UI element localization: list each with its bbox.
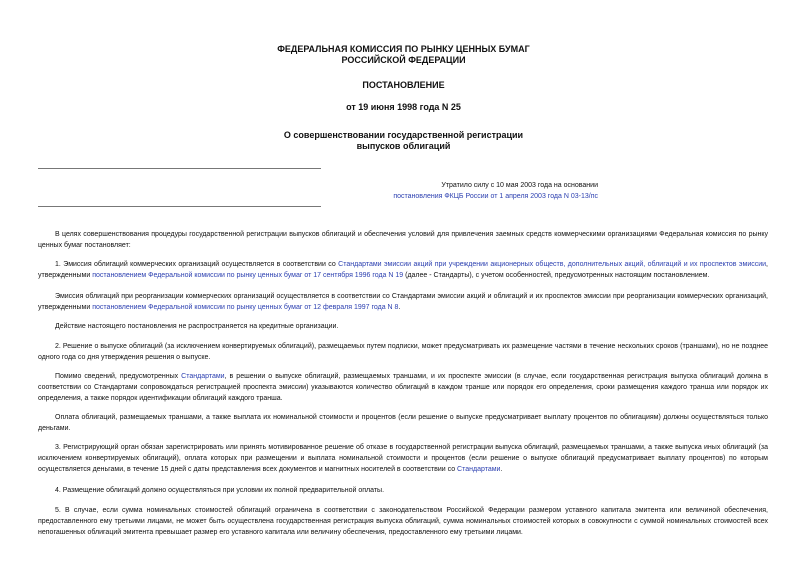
issuing-authority — [0, 44, 807, 66]
paragraph-tranche-text-a: Помимо сведений, предусмотренных — [55, 373, 182, 380]
paragraph-2: 2. Решение о выпуске облигаций (за исключением конвертируемых облигаций), размещаемых путем подписки, может предусматривать их размещение частями в течение нескольких сроков (траншами), но не позднее одного года со дня утверждения решения о выпуске. — [38, 343, 768, 361]
standards-link-2[interactable]: Стандартами — [181, 373, 225, 380]
document-type: ПОСТАНОВЛЕНИЕ — [362, 80, 445, 90]
paragraph-3-text-a: 3. Регистрирующий орган обязан зарегистрировать или принять мотивированное решение об отказе в государственной регистрации выпуска облигаций, размещаемых траншами, а также выпуска иных облигаций (за исключением конвертируемых облигаций), оплата которых при размещении и выплата номинальной стоимости и процентов (если решение о выпуске облигаций предусматривает выплату процентов) по которым осуществляется деньгами, в течение 15 дней с даты представления всех документов и магнитных носителей в соответствии со — [38, 444, 768, 473]
paragraph-scope: Действие настоящего постановления не распространяется на кредитные организации. — [55, 323, 339, 330]
paragraph-5: 5. В случае, если сумма номинальных стоимостей облигаций ограничена в соответствии с законодательством Российской Федерации размером уставного капитала эмитента или величиной обеспечения, предоставленного ему третьими лицами, не может быть осуществлена государственная регистрация выпуска облигаций, сумма номинальных стоимостей которых в совокупности с суммой номинальных стоимостей всех непогашенных облигаций эмитента превышает размер его уставного капитала или величину обеспечения, предоставленного ему третьими лицами. — [38, 507, 768, 536]
paragraph-reorganization — [38, 291, 768, 313]
standards-link[interactable]: Стандартами эмиссии акций при учреждении акционерных обществ, дополнительных акций, облигаций и их проспектов эмиссии — [338, 261, 767, 268]
lapse-link[interactable]: постановления ФКЦБ России от 1 апреля 2003 года N 03-13/пс — [393, 193, 598, 200]
paragraph-4: 4. Размещение облигаций должно осуществляться при условии их полной предварительной оплаты. — [55, 487, 385, 494]
lapse-note: Утратило силу с 10 мая 2003 года на основании — [441, 182, 598, 189]
paragraph-reorg-text-a: Эмиссия облигаций при реорганизации коммерческих организаций осуществляется в соответствии со Стандартами эмиссии акций и облигаций и их проспектов эмиссии при реорганизации коммерческих организаций, утвержденными — [38, 293, 768, 311]
resolution-8-link[interactable]: постановлением Федеральной комиссии по рынку ценных бумаг от 12 февраля 1997 года N 8 — [92, 304, 399, 311]
standards-link-3[interactable]: Стандартами — [457, 466, 501, 473]
document-title — [0, 130, 807, 152]
resolution-19-link[interactable]: постановлением Федеральной комиссии по рынку ценных бумаг от 17 сентября 1996 года N 19 — [92, 272, 404, 279]
paragraph-3-text-b: . — [500, 466, 503, 473]
paragraph-tranche-text-b: , в решении о выпуске облигаций, размещаемых траншами, и их проспекте эмиссии (в случае, если государственная регистрация выпуска облигаций должна в соответствии со Стандартами сопровождаться регистрацией проспекта эмиссии) указываются количество облигаций в каждом транше или порядок его определения, сроки размещения каждого транша или порядок их определения, а также порядок идентификации облигаций каждого транша. — [38, 373, 768, 402]
paragraph-preamble: В целях совершенствования процедуры государственной регистрации выпусков облигаций и обеспечения условий для привлечения заемных средств коммерческими организациями Федеральная комиссия по рынку ценных бумаг постановляет: — [38, 231, 768, 249]
paragraph-1-text-a: 1. Эмиссия облигаций коммерческих организаций осуществляется в соответствии со — [55, 261, 339, 268]
paragraph-reorg-text-b: . — [398, 304, 401, 311]
title-line-2: выпусков облигаций — [356, 141, 451, 151]
paragraph-1-text-b: , утвержденными — [38, 261, 768, 279]
authority-line-1: ФЕДЕРАЛЬНАЯ КОМИССИЯ ПО РЫНКУ ЦЕННЫХ БУМАГ — [277, 44, 530, 54]
authority-line-2: РОССИЙСКОЙ ФЕДЕРАЦИИ — [341, 55, 466, 65]
document-date: от 19 июня 1998 года N 25 — [346, 102, 461, 112]
paragraph-tranche-details — [38, 371, 768, 404]
divider-top — [38, 168, 321, 169]
paragraph-payment: Оплата облигаций, размещаемых траншами, а также выплата их номинальной стоимости и процентов (если решение о выпуске предусматривает выплату процентов по облигациям) должны осуществляться только деньгами. — [38, 414, 768, 432]
divider-bottom — [38, 206, 321, 207]
title-line-1: О совершенствовании государственной регистрации — [283, 130, 524, 140]
paragraph-1 — [38, 259, 768, 281]
paragraph-1-text-c: (далее - Стандарты), с учетом особенностей, предусмотренных настоящим постановлением. — [403, 272, 710, 279]
paragraph-3 — [38, 442, 768, 475]
